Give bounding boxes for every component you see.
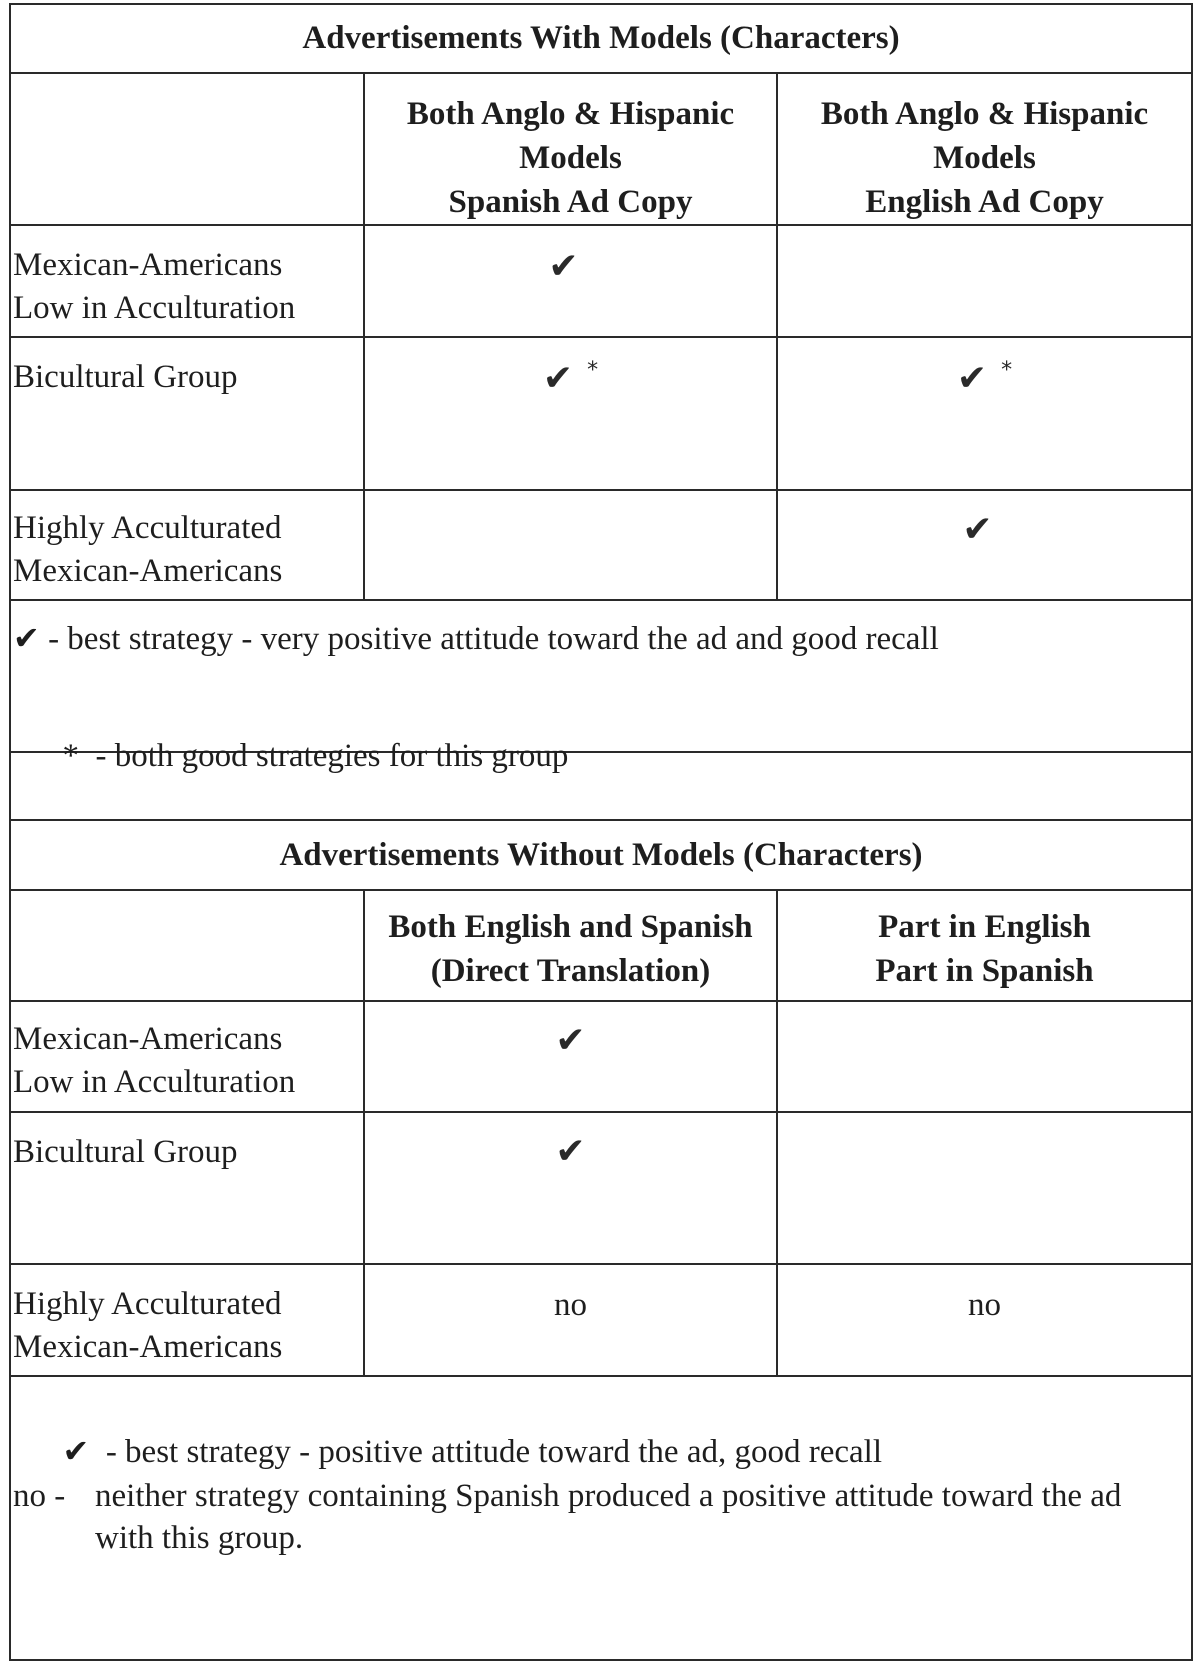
asterisk-mark: * <box>1001 358 1013 383</box>
table2-col2-header: Part in English Part in Spanish <box>776 891 1191 1000</box>
table1-header-row <box>11 74 1191 226</box>
table2-legend <box>11 1377 1191 1659</box>
row-label: Mexican-Americans Low in Acculturation <box>13 1021 296 1100</box>
table2-row-bicultural <box>11 1113 1191 1265</box>
table1-r3-col1 <box>363 491 776 599</box>
no-value: no <box>968 1287 1001 1323</box>
row-label: Bicultural Group <box>13 359 238 395</box>
check-mark-icon: ✔ <box>555 1131 586 1172</box>
table2-col1-header: Both English and Spanish (Direct Translation) <box>363 891 776 1000</box>
row-label: Highly Acculturated Mexican-Americans <box>13 1286 283 1365</box>
legend-asterisk-note: * - both good strategies for this group <box>62 738 569 774</box>
table2-row-low-acculturation <box>11 1002 1191 1113</box>
table1-r1-col1 <box>363 226 776 336</box>
table2-title-row <box>11 821 1191 891</box>
table2-row-highly-acculturated <box>11 1265 1191 1377</box>
table2-r2-col1 <box>363 1113 776 1263</box>
table1-legend <box>11 601 1191 774</box>
table1-r3-col2 <box>776 491 1191 599</box>
row-label: Highly Acculturated Mexican-Americans <box>13 510 283 589</box>
table1-title-row <box>11 5 1191 74</box>
table2-header-row <box>11 891 1191 1002</box>
table2-r3-col2 <box>776 1265 1191 1375</box>
check-mark-icon: ✔ <box>555 1020 586 1061</box>
table1-row-highly-acculturated <box>11 491 1191 601</box>
check-mark-icon: ✔ <box>13 619 40 657</box>
table2-r2-col2 <box>776 1113 1191 1263</box>
table2-r1-col2 <box>776 1002 1191 1111</box>
table2-title: Advertisements Without Models (Characters) <box>279 837 923 873</box>
table2-r3-col1 <box>363 1265 776 1375</box>
table1-col1-header: Both Anglo & Hispanic Models Spanish Ad Copy <box>363 74 776 224</box>
row-label: Mexican-Americans Low in Acculturation <box>13 247 296 326</box>
table1-row-bicultural <box>11 338 1191 491</box>
table1-header-empty <box>11 74 363 224</box>
table1-r2-col1 <box>363 338 776 489</box>
asterisk-mark: * <box>587 358 599 383</box>
check-mark-icon: ✔ <box>956 358 988 399</box>
spacer-row <box>11 753 1191 821</box>
table1-col2-header: Both Anglo & Hispanic Models English Ad Copy <box>776 74 1191 224</box>
legend-no-note: no - neither strategy containing Spanish produced a positive attitude toward the ad with this group. <box>13 1478 1122 1556</box>
row-label: Bicultural Group <box>13 1134 238 1170</box>
table1-row-low-acculturation <box>11 226 1191 338</box>
table1-r2-col2 <box>776 338 1191 489</box>
no-value: no <box>554 1287 587 1323</box>
legend-check-note: ✔ - best strategy - positive attitude toward the ad, good recall <box>62 1432 882 1470</box>
legend-check-note: ✔ - best strategy - very positive attitude toward the ad and good recall <box>13 619 939 657</box>
table2-r1-col1 <box>363 1002 776 1111</box>
strategy-table <box>9 3 1193 1661</box>
table1-title: Advertisements With Models (Characters) <box>302 20 900 56</box>
check-mark-icon: ✔ <box>542 358 574 399</box>
table2-header-empty <box>11 891 363 1000</box>
check-mark-icon: ✔ <box>962 509 993 550</box>
check-mark-icon: ✔ <box>62 1432 90 1470</box>
check-mark-icon: ✔ <box>548 246 579 287</box>
table1-r1-col2 <box>776 226 1191 336</box>
